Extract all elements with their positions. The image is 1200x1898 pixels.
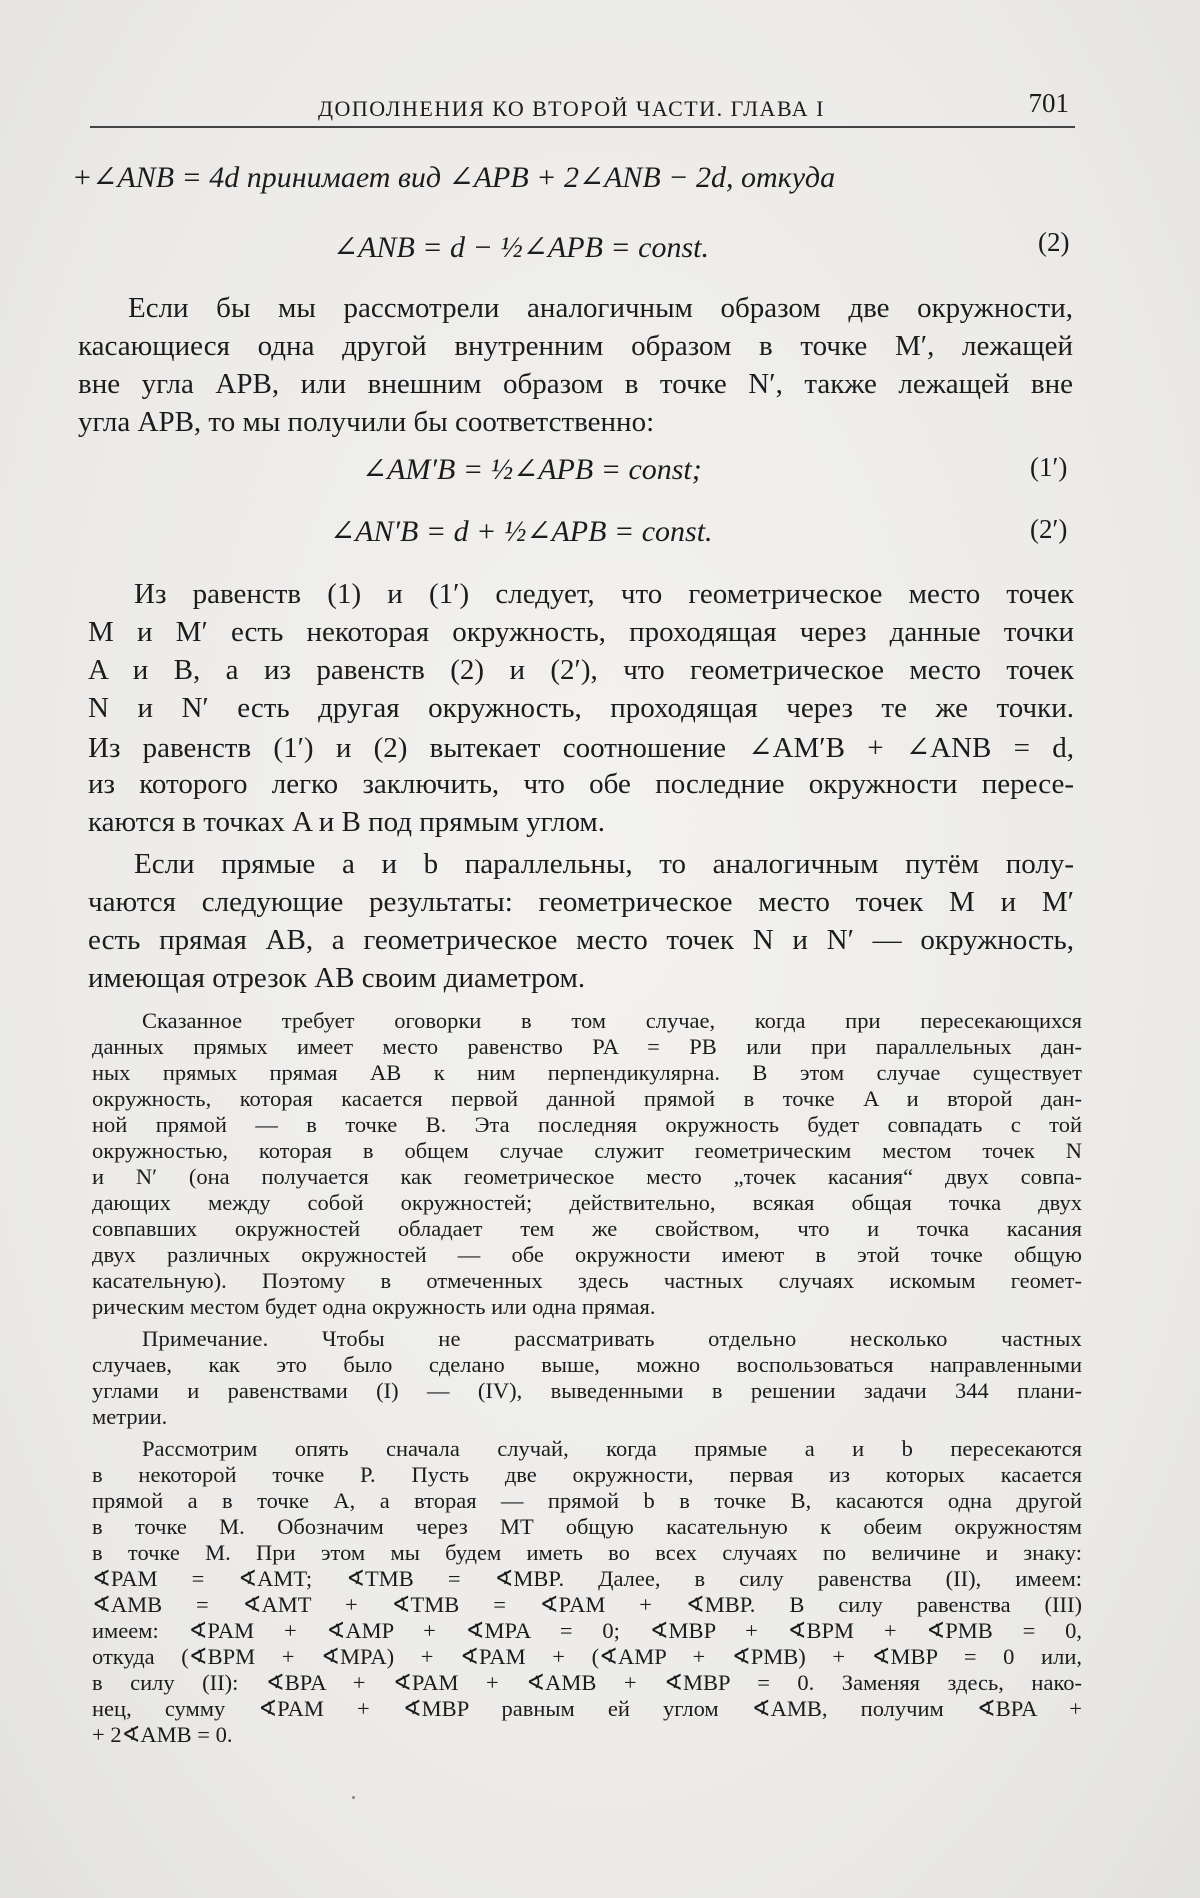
equation-number-2: (2) (1038, 227, 1070, 257)
paragraph-3-line-0: Если прямые a и b параллельны, то аналогичным путём полу- (134, 848, 1074, 880)
note-line-3: метрии. (92, 1404, 168, 1429)
formula-line-0: +∠ANB = 4d принимает вид ∠APB + 2∠ANB − 2d, откуда (72, 161, 836, 194)
small-1-line-5: окружностью, которая в общем случае служит геометрическим местом точек N (92, 1138, 1082, 1163)
small-3-line-0: Рассмотрим опять сначала случай, когда прямые a и b пересекаются (142, 1436, 1082, 1461)
paragraph-1-line-0: Если бы мы рассмотрели аналогичным образом две окружности, (128, 292, 1073, 324)
note-line-0: Примечание. Чтобы не рассматривать отдельно несколько частных (142, 1326, 1082, 1351)
paragraph-2-line-4: Из равенств (1′) и (2) вытекает соотношение ∠AM′B + ∠ANB = d, (88, 732, 1074, 764)
small-1-line-0: Сказанное требует оговорки в том случае, когда при пересекающихся (142, 1008, 1082, 1033)
running-header (90, 86, 1075, 128)
small-3-line-6: ∢AMB = ∢AMT + ∢TMB = ∢PAM + ∢MBP. В силу равенства (III) (92, 1592, 1082, 1617)
note-line-1: случаев, как это было сделано выше, можно воспользоваться направленными (92, 1352, 1082, 1377)
paragraph-1-line-1: касающиеся одна другой внутренним образом в точке M′, лежащей (78, 330, 1073, 362)
small-1-line-8: совпавших окружностей обладает тем же свойством, что и точка касания (92, 1216, 1082, 1241)
paragraph-2-line-1: M и M′ есть некоторая окружность, проходящая через данные точки (88, 616, 1074, 648)
small-1-line-9: двух различных окружностей — обе окружности имеют в этой точке общую (92, 1242, 1082, 1267)
small-1-line-1: данных прямых имеет место равенство PA = PB или при параллельных дан- (92, 1034, 1082, 1059)
small-1-line-6: и N′ (она получается как геометрическое место „точек касания“ двух совпа- (92, 1164, 1082, 1189)
small-3-line-2: прямой a в точке A, а вторая — прямой b в точке B, касаются одна другой (92, 1488, 1082, 1513)
paragraph-2-line-0: Из равенств (1) и (1′) следует, что геометрическое место точек (134, 578, 1074, 610)
small-1-line-4: ной прямой — в точке B. Эта последняя окружность будет совпадать с той (92, 1112, 1082, 1137)
small-1-line-2: ных прямых прямая AB к ним перпендикулярна. В этом случае существует (92, 1060, 1082, 1085)
small-3-line-11: + 2∢AMB = 0. (92, 1722, 233, 1747)
small-1-line-10: касательную). Поэтому в отмеченных здесь частных случаях искомым геомет- (92, 1268, 1082, 1293)
equation-number-1-prime: (1′) (1030, 452, 1068, 482)
small-3-line-10: нец, сумму ∢PAM + ∢MBP равным ей углом ∢AMB, получим ∢BPA + (92, 1696, 1082, 1721)
paragraph-3-line-1: чаются следующие результаты: геометрическое место точек M и M′ (88, 886, 1074, 918)
formula-2: ∠ANB = d − ½∠APB = const. (333, 231, 709, 264)
paragraph-3-line-2: есть прямая AB, а геометрическое место точек N и N′ — окружность, (88, 924, 1074, 956)
small-3-line-8: откуда (∢BPM + ∢MPA) + ∢PAM + (∢AMP + ∢PMB) + ∢MBP = 0 или, (92, 1644, 1082, 1669)
small-3-line-7: имеем: ∢PAM + ∢AMP + ∢MPA = 0; ∢MBP + ∢BPM + ∢PMB = 0, (92, 1618, 1082, 1643)
small-1-line-3: окружность, которая касается первой данной прямой в точке A и второй дан- (92, 1086, 1082, 1111)
small-3-line-3: в точке M. Обозначим через MT общую касательную к обеим окружностям (92, 1514, 1082, 1539)
paragraph-2-line-6: каются в точках A и B под прямым углом. (88, 806, 606, 838)
paragraph-2-line-3: N и N′ есть другая окружность, проходящая через те же точки. (88, 692, 1074, 724)
small-3-line-9: в силу (II): ∢BPA + ∢PAM + ∢AMB + ∢MBP = 0. Заменяя здесь, нако- (92, 1670, 1082, 1695)
small-3-line-4: в точке M. При этом мы будем иметь во всех случаях по величине и знаку: (92, 1540, 1082, 1565)
paragraph-1-line-3: угла APB, то мы получили бы соответственно: (78, 406, 655, 438)
formula-2-prime: ∠AN′B = d + ½∠APB = const. (330, 515, 713, 548)
small-1-line-11: рическим местом будет одна окружность или одна прямая. (92, 1294, 656, 1319)
paragraph-2-line-5: из которого легко заключить, что обе последние окружности пересе- (88, 768, 1074, 800)
small-1-line-7: дающих между собой окружностей; действительно, всякая общая точка двух (92, 1190, 1082, 1215)
paragraph-1-line-2: вне угла APB, или внешним образом в точке N′, также лежащей вне (78, 368, 1073, 400)
paragraph-2-line-2: A и B, а из равенств (2) и (2′), что геометрическое место точек (88, 654, 1074, 686)
page-number: 701 (1028, 88, 1069, 118)
paragraph-3-line-3: имеющая отрезок AB своим диаметром. (88, 962, 586, 994)
print-speck (352, 1796, 355, 1799)
small-3-line-5: ∢PAM = ∢AMT; ∢TMB = ∢MBP. Далее, в силу равенства (II), имеем: (92, 1566, 1082, 1591)
equation-number-2-prime: (2′) (1030, 514, 1068, 544)
small-3-line-1: в некоторой точке P. Пусть две окружности, первая из которых касается (92, 1462, 1082, 1487)
note-line-2: углами и равенствами (I) — (IV), выведенными в решении задачи 344 плани- (92, 1378, 1082, 1403)
header-title: ДОПОЛНЕНИЯ КО ВТОРОЙ ЧАСТИ. ГЛАВА I (318, 96, 825, 121)
formula-1-prime: ∠AM′B = ½∠APB = const; (362, 453, 702, 486)
